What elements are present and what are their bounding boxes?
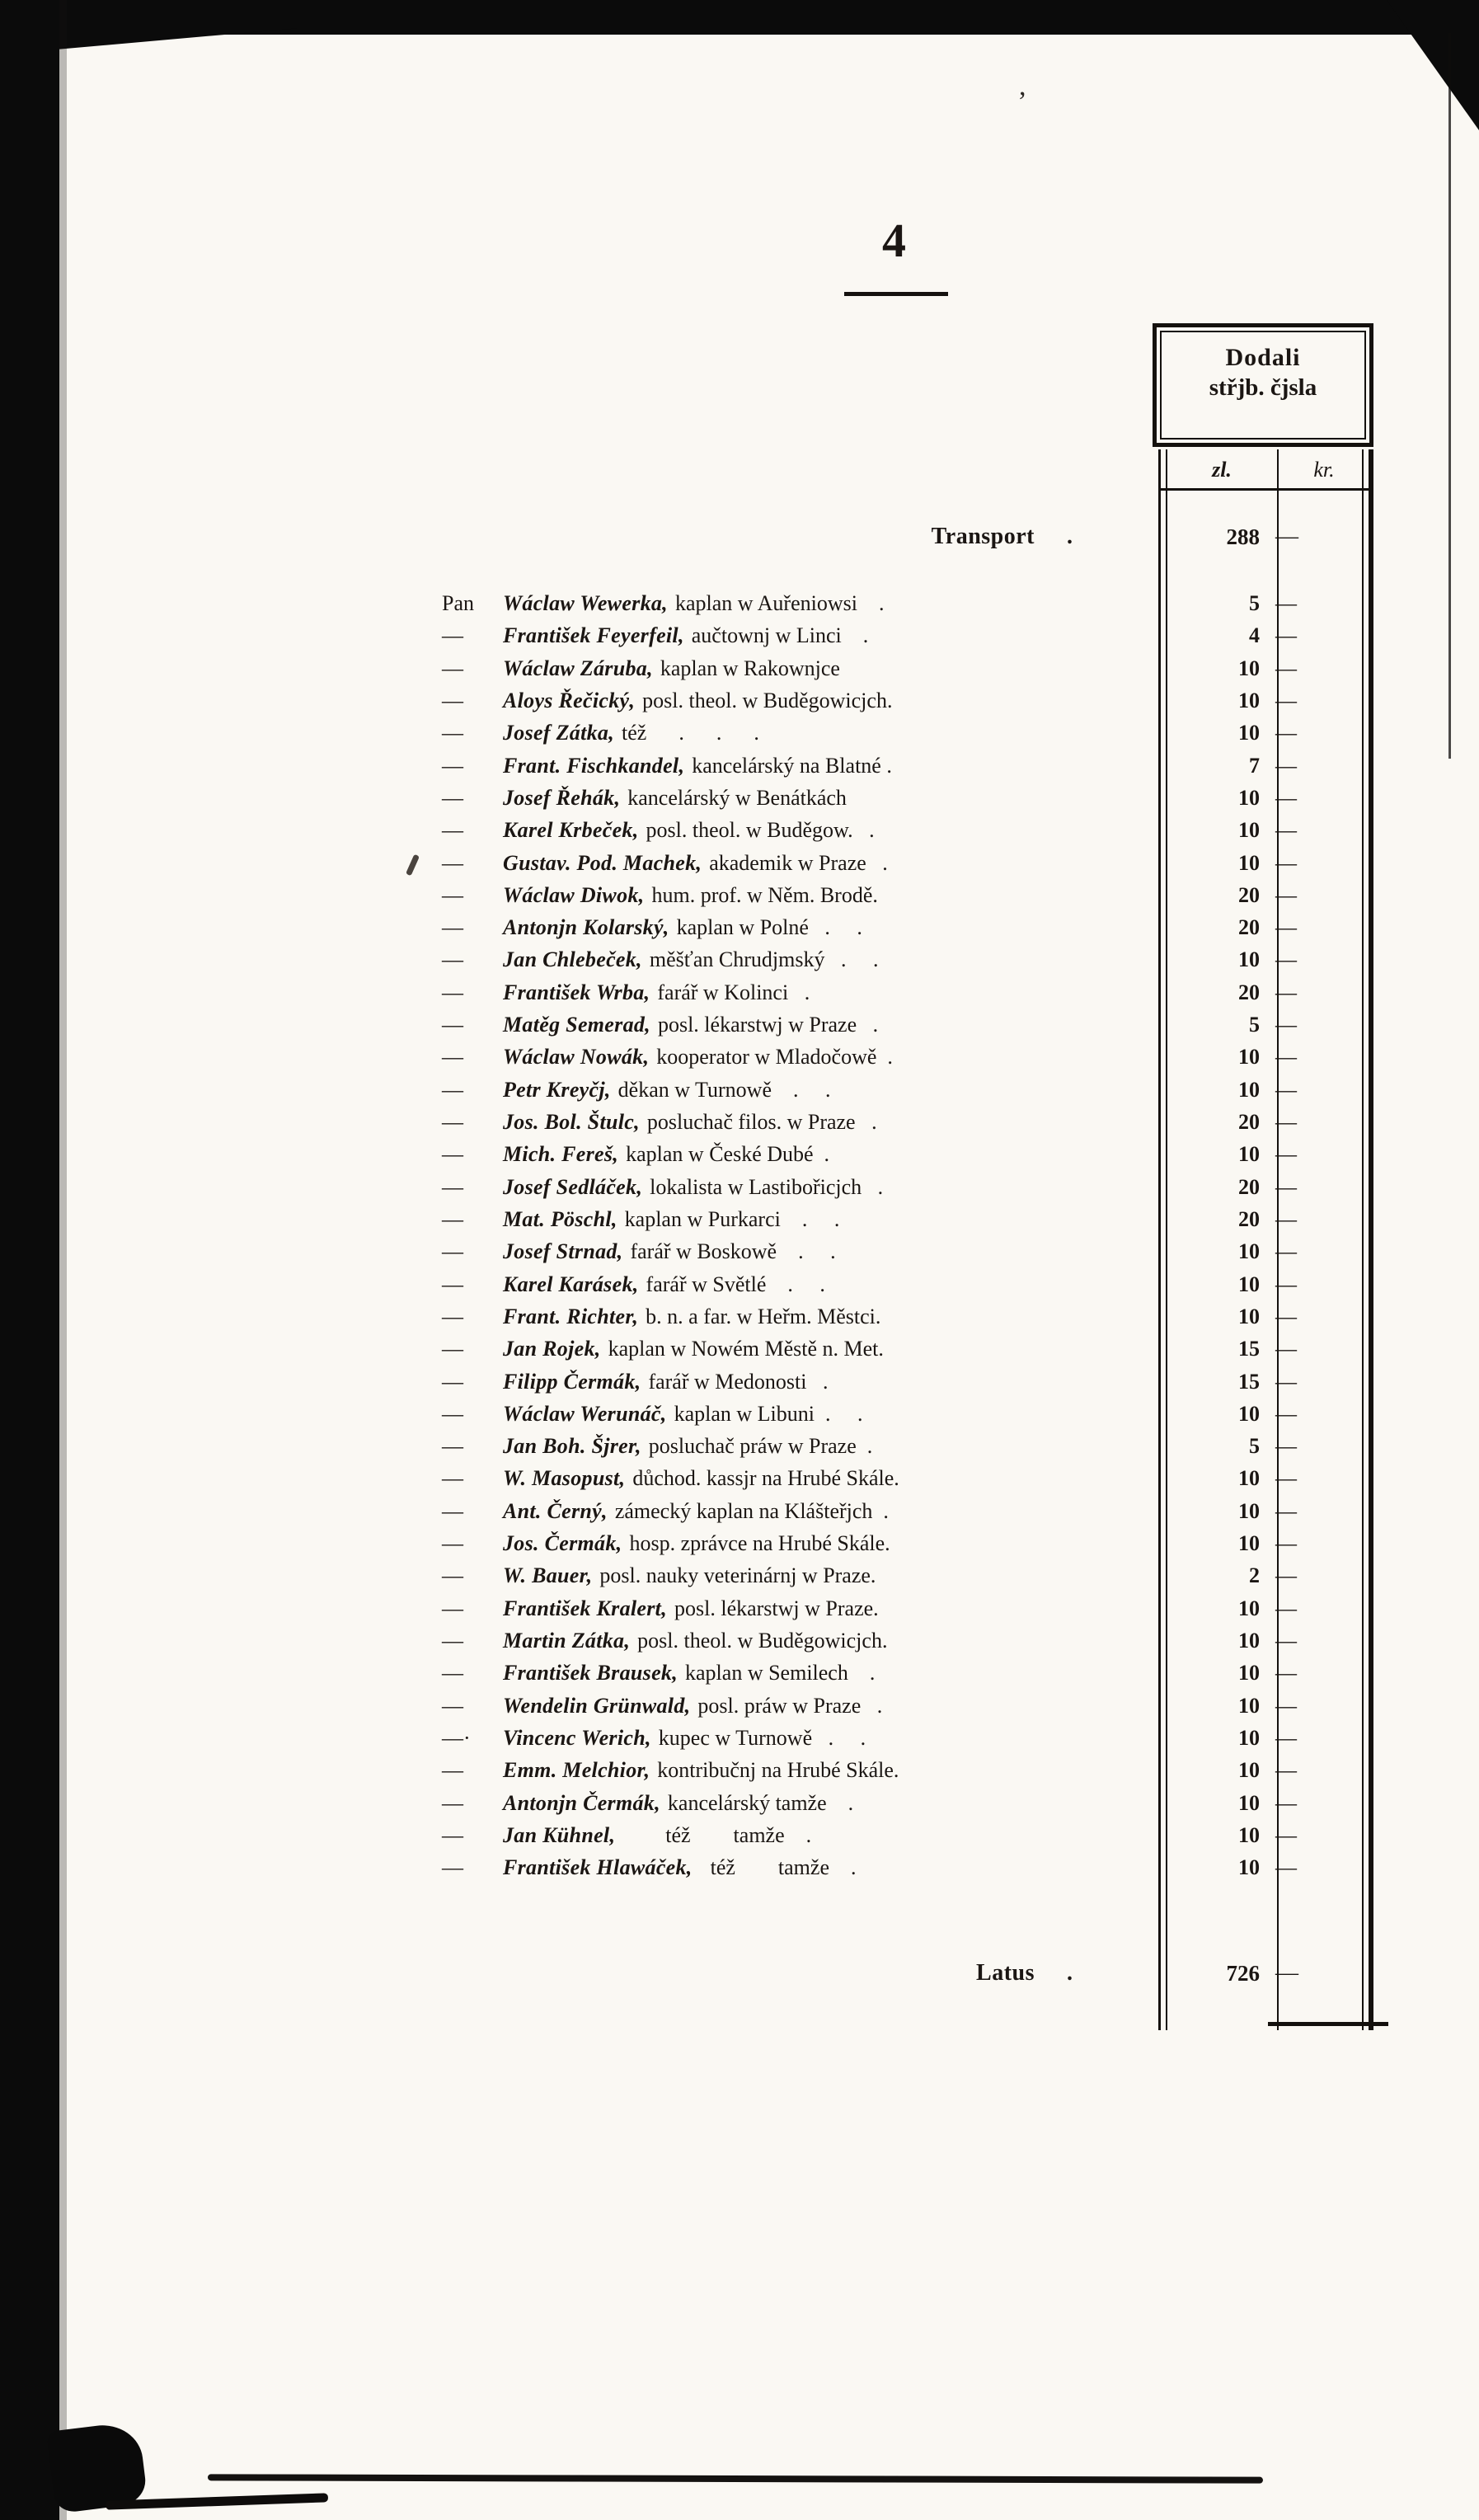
donor-description: posl. lékarstwj w Praze. xyxy=(674,1596,879,1620)
amount-zl: 10 xyxy=(1238,688,1260,712)
donor-description: farář w Světlé . . xyxy=(646,1272,825,1296)
amount-kr: — xyxy=(1275,850,1297,875)
donor-description: důchod. kassjr na Hrubé Skále. xyxy=(632,1466,899,1491)
amount-zl: 10 xyxy=(1238,1142,1260,1167)
amount-kr: — xyxy=(1275,1629,1297,1653)
amount-zl: 10 xyxy=(1238,1304,1260,1328)
ledger-row xyxy=(0,1851,1479,1883)
donor-name: Antonjn Čermák, xyxy=(503,1790,660,1815)
amount-zl: 7 xyxy=(1249,753,1260,778)
ledger-row xyxy=(0,1462,1479,1494)
ledger-row xyxy=(0,1495,1479,1527)
amount-kr: — xyxy=(1275,688,1297,712)
amount-kr: — xyxy=(1275,1272,1297,1296)
donor-description: zámecký kaplan na Klášteřjch . xyxy=(614,1498,889,1523)
donor-name: Wáclaw Nowák, xyxy=(503,1045,650,1070)
ledger-row xyxy=(0,1106,1479,1138)
donor-description: kaplan w Rakownjce xyxy=(660,656,840,680)
donor-name: W. Masopust, xyxy=(503,1466,626,1491)
stray-comma-mark: , xyxy=(1019,71,1026,101)
donor-name: Karel Karásek, xyxy=(503,1272,639,1296)
table-rule-bottom xyxy=(1268,2022,1388,2026)
amount-zl: 10 xyxy=(1238,785,1260,810)
amount-zl: 5 xyxy=(1249,1434,1260,1459)
donor-description: kooperator w Mladočowě . xyxy=(656,1045,893,1070)
row-prefix: — xyxy=(442,1077,463,1102)
ledger-row xyxy=(0,1203,1479,1235)
amounts-header-box xyxy=(1153,323,1373,447)
donor-description: posl. lékarstwj w Praze . xyxy=(657,1013,879,1037)
row-prefix: — xyxy=(442,1596,463,1620)
ledger-row xyxy=(0,1722,1479,1754)
donor-name: Josef Sedláček, xyxy=(503,1174,643,1199)
amount-zl: 20 xyxy=(1238,915,1260,940)
donor-name: Josef Zátka, xyxy=(503,721,615,745)
ledger-row xyxy=(0,1819,1479,1851)
ledger-row xyxy=(0,1527,1479,1559)
ledger-row xyxy=(0,1430,1479,1462)
donor-name: Ant. Černý, xyxy=(503,1498,608,1523)
ledger-row xyxy=(0,1333,1479,1365)
row-prefix: — xyxy=(442,1498,463,1523)
donor-name: František Kralert, xyxy=(503,1596,667,1620)
row-prefix: — xyxy=(442,915,463,940)
row-prefix: — xyxy=(442,1466,463,1491)
column-header-zl: zl. xyxy=(1212,458,1232,482)
amount-kr: — xyxy=(1275,1758,1297,1783)
row-prefix: — xyxy=(442,1337,463,1361)
page-number-rule xyxy=(844,292,948,296)
row-prefix: — xyxy=(442,1045,463,1070)
donor-name: Wáclaw Diwok, xyxy=(503,882,645,907)
donor-description: akademik w Praze . xyxy=(709,850,888,875)
amount-kr: — xyxy=(1275,591,1297,615)
transport-label: Transport xyxy=(931,524,1035,549)
ledger-row xyxy=(0,1657,1479,1689)
amount-zl: 5 xyxy=(1249,591,1260,615)
amount-kr: — xyxy=(1275,1304,1297,1328)
row-prefix: — xyxy=(442,753,463,778)
amount-kr: — xyxy=(1275,1855,1297,1880)
donor-description: hosp. zprávce na Hrubé Skále. xyxy=(629,1531,890,1556)
amount-zl: 10 xyxy=(1238,1077,1260,1102)
donor-name: Wáclaw Záruba, xyxy=(503,656,653,680)
amount-zl: 10 xyxy=(1238,1045,1260,1070)
amount-zl: 10 xyxy=(1238,1401,1260,1426)
transport-zl: 288 xyxy=(1226,524,1260,549)
donor-description: kancelárský na Blatné . xyxy=(692,753,892,778)
donor-name: Wáclaw Werunáč, xyxy=(503,1401,667,1426)
donor-name: Gustav. Pod. Machek, xyxy=(503,850,702,875)
amount-kr: — xyxy=(1275,1206,1297,1231)
amount-kr: — xyxy=(1275,1466,1297,1491)
amount-zl: 10 xyxy=(1238,1531,1260,1556)
ledger-row xyxy=(0,1624,1479,1657)
amount-kr: — xyxy=(1275,1822,1297,1847)
donor-name: Wáclaw Wewerka, xyxy=(503,591,668,615)
amount-kr: — xyxy=(1275,1174,1297,1199)
donor-description: hum. prof. w Něm. Brodě. xyxy=(651,882,878,907)
row-prefix: — xyxy=(442,1758,463,1783)
row-prefix: — xyxy=(442,623,463,648)
donor-description: farář w Kolinci . xyxy=(657,980,810,1004)
amount-kr: — xyxy=(1275,656,1297,680)
amount-zl: 10 xyxy=(1238,1725,1260,1750)
row-prefix: — xyxy=(442,1369,463,1394)
row-prefix: — xyxy=(442,1434,463,1459)
latus-zl: 726 xyxy=(1226,1961,1260,1986)
table-rule-under-colheads xyxy=(1158,488,1373,491)
donor-description: posl. theol. w Buděgowicjch. xyxy=(637,1629,888,1653)
amount-kr: — xyxy=(1275,1013,1297,1037)
row-prefix: — xyxy=(442,1822,463,1847)
amount-zl: 10 xyxy=(1238,818,1260,843)
amount-kr: — xyxy=(1275,1045,1297,1070)
amount-kr: — xyxy=(1275,1077,1297,1102)
amount-zl: 10 xyxy=(1238,1498,1260,1523)
donor-name: Mat. Pöschl, xyxy=(503,1206,617,1231)
donor-name: Frant. Richter, xyxy=(503,1304,639,1328)
donor-name: František Brausek, xyxy=(503,1661,678,1685)
donor-description: kaplan w Nowém Městě n. Met. xyxy=(608,1337,884,1361)
amount-zl: 10 xyxy=(1238,1272,1260,1296)
donor-name: Josef Strnad, xyxy=(503,1239,623,1264)
row-prefix: — xyxy=(442,1855,463,1880)
donor-description: b. n. a far. w Heřm. Městci. xyxy=(646,1304,881,1328)
ledger-row xyxy=(0,782,1479,814)
ledger-row xyxy=(0,943,1479,976)
ledger-row xyxy=(0,1366,1479,1398)
amount-zl: 10 xyxy=(1238,1855,1260,1880)
donor-name: František Wrba, xyxy=(503,980,650,1004)
amount-zl: 20 xyxy=(1238,882,1260,907)
donor-description: kaplan w Libuni . . xyxy=(674,1401,863,1426)
row-prefix: — xyxy=(442,785,463,810)
ledger-row xyxy=(0,1041,1479,1073)
latus-row xyxy=(0,1956,1479,1991)
donor-name: W. Bauer, xyxy=(503,1563,593,1588)
amount-kr: — xyxy=(1275,1110,1297,1134)
transport-dot: . xyxy=(1067,524,1073,549)
row-prefix: — xyxy=(442,1304,463,1328)
donor-description: kupec w Turnowě . . xyxy=(658,1725,866,1750)
donor-description: kaplan w Semilech . xyxy=(685,1661,876,1685)
amount-kr: — xyxy=(1275,1693,1297,1718)
ledger-row xyxy=(0,1398,1479,1430)
donor-name: Filipp Čermák, xyxy=(503,1369,641,1394)
amount-zl: 10 xyxy=(1238,1466,1260,1491)
amount-kr: — xyxy=(1275,1531,1297,1556)
donor-name: František Feyerfeil, xyxy=(503,623,684,648)
ledger-row xyxy=(0,1690,1479,1722)
donor-description: lokalista w Lastibořicjch . xyxy=(650,1174,884,1199)
scan-streak-bottom xyxy=(208,2474,1263,2483)
amount-zl: 10 xyxy=(1238,656,1260,680)
page-number: 4 xyxy=(882,214,907,267)
donor-description: kontribučnj na Hrubé Skále. xyxy=(657,1758,899,1783)
donor-description: posl. theol. w Buděgowicjch. xyxy=(642,688,893,712)
amount-zl: 20 xyxy=(1238,1110,1260,1134)
donor-description: farář w Medonosti . xyxy=(648,1369,829,1394)
amount-kr: — xyxy=(1275,947,1297,972)
ledger-row xyxy=(0,879,1479,911)
amount-zl: 10 xyxy=(1238,947,1260,972)
donor-description: posl. nauky veterinárnj w Praze. xyxy=(599,1563,876,1588)
ledger-row xyxy=(0,750,1479,782)
donor-name: Jos. Čermák, xyxy=(503,1531,622,1556)
amount-kr: — xyxy=(1275,1239,1297,1264)
amount-zl: 20 xyxy=(1238,1174,1260,1199)
row-prefix: — xyxy=(442,1629,463,1653)
row-prefix: — xyxy=(442,1563,463,1588)
amount-zl: 10 xyxy=(1238,1790,1260,1815)
donor-description: též . . . xyxy=(622,721,759,745)
transport-row xyxy=(0,520,1479,554)
amount-kr: — xyxy=(1275,882,1297,907)
amount-kr: — xyxy=(1275,1142,1297,1167)
row-prefix: — xyxy=(442,1531,463,1556)
amount-kr: — xyxy=(1275,915,1297,940)
row-prefix: — xyxy=(442,688,463,712)
latus-dot: . xyxy=(1067,1960,1073,1986)
donor-name: Vincenc Werich, xyxy=(503,1725,651,1750)
row-prefix: — xyxy=(442,1693,463,1718)
row-prefix: — xyxy=(442,947,463,972)
donor-name: Petr Kreyčj, xyxy=(503,1077,611,1102)
amount-kr: — xyxy=(1275,1563,1297,1588)
ledger-row xyxy=(0,1138,1479,1170)
row-prefix: — xyxy=(442,1239,463,1264)
row-prefix: — xyxy=(442,818,463,843)
ledger-row xyxy=(0,814,1479,846)
ledger-row xyxy=(0,1008,1479,1041)
row-prefix: Pan xyxy=(442,591,474,615)
ledger-row xyxy=(0,619,1479,651)
amount-kr: — xyxy=(1275,753,1297,778)
amount-kr: — xyxy=(1275,980,1297,1004)
donor-name: Jos. Bol. Štulc, xyxy=(503,1110,640,1134)
donor-description: kaplan w České Dubé . xyxy=(626,1142,830,1167)
row-prefix: — xyxy=(442,980,463,1004)
amount-kr: — xyxy=(1275,623,1297,648)
row-prefix: — xyxy=(442,850,463,875)
amounts-header-line1: Dodali xyxy=(1225,344,1301,371)
ledger-row xyxy=(0,1171,1479,1203)
amount-kr: — xyxy=(1275,1498,1297,1523)
row-prefix: — xyxy=(442,1790,463,1815)
donor-name: Frant. Fischkandel, xyxy=(503,753,685,778)
ledger-row xyxy=(0,1592,1479,1624)
row-prefix: — xyxy=(442,1174,463,1199)
donor-name: Wendelin Grünwald, xyxy=(503,1693,691,1718)
row-prefix: — xyxy=(442,1142,463,1167)
amount-kr: — xyxy=(1275,1725,1297,1750)
ledger-row xyxy=(0,652,1479,684)
ledger-row xyxy=(0,976,1479,1008)
donor-description: posl. theol. w Buděgow. . xyxy=(646,818,875,843)
donor-description: kaplan w Auřeniowsi . xyxy=(674,591,885,615)
row-prefix: — xyxy=(442,721,463,745)
donor-name: Emm. Melchior, xyxy=(503,1758,650,1783)
ledger-row xyxy=(0,587,1479,619)
amounts-header-inner xyxy=(1160,331,1366,440)
amount-zl: 10 xyxy=(1238,1239,1260,1264)
row-prefix: — xyxy=(442,656,463,680)
donor-name: Matěg Semerad, xyxy=(503,1013,650,1037)
ledger-row xyxy=(0,1074,1479,1106)
donor-description: též tamže . xyxy=(622,1822,812,1847)
donor-name: Aloys Řečický, xyxy=(503,688,636,712)
donor-description: měšťan Chrudjmský . . xyxy=(649,947,879,972)
donor-name: Jan Rojek, xyxy=(503,1337,601,1361)
row-prefix: — xyxy=(442,1272,463,1296)
amount-kr: — xyxy=(1275,1596,1297,1620)
amount-kr: — xyxy=(1275,1401,1297,1426)
donor-name: Josef Řehák, xyxy=(503,785,621,810)
amount-kr: — xyxy=(1275,1661,1297,1685)
amount-zl: 10 xyxy=(1238,1758,1260,1783)
donor-name: Jan Kühnel, xyxy=(503,1822,616,1847)
latus-kr: — xyxy=(1275,1960,1298,1986)
ledger-row xyxy=(0,1754,1479,1786)
transport-kr: — xyxy=(1275,524,1298,549)
donor-description: kaplan w Purkarci . . xyxy=(624,1206,840,1231)
donor-description: kancelárský w Benátkách xyxy=(627,785,847,810)
donor-name: Karel Krbeček, xyxy=(503,818,639,843)
amount-kr: — xyxy=(1275,1790,1297,1815)
amount-zl: 10 xyxy=(1238,850,1260,875)
donor-name: Jan Chlebeček, xyxy=(503,947,642,972)
amounts-header-line2: střjb. čjsla xyxy=(1209,374,1317,401)
amount-kr: — xyxy=(1275,1369,1297,1394)
amount-zl: 10 xyxy=(1238,1629,1260,1653)
donor-name: František Hlawáček, xyxy=(503,1855,693,1880)
row-prefix: — xyxy=(442,1110,463,1134)
amount-zl: 10 xyxy=(1238,1596,1260,1620)
row-prefix: —· xyxy=(442,1725,471,1750)
donor-name: Jan Boh. Šjrer, xyxy=(503,1434,641,1459)
ledger-row xyxy=(0,717,1479,749)
donor-description: kaplan w Polné . . xyxy=(676,915,862,940)
scan-edge-corner-right xyxy=(1387,0,1479,130)
amount-kr: — xyxy=(1275,1337,1297,1361)
amount-kr: — xyxy=(1275,818,1297,843)
ledger-row xyxy=(0,1559,1479,1591)
ledger-row xyxy=(0,1268,1479,1300)
row-prefix: — xyxy=(442,1206,463,1231)
amount-zl: 2 xyxy=(1249,1563,1260,1588)
donor-description: posluchač práw w Praze . xyxy=(648,1434,873,1459)
amount-zl: 20 xyxy=(1238,1206,1260,1231)
donor-description: kancelárský tamže . xyxy=(667,1790,854,1815)
donor-description: posl. práw w Praze . xyxy=(697,1693,883,1718)
row-prefix: — xyxy=(442,882,463,907)
ledger-row xyxy=(0,1235,1479,1267)
amount-kr: — xyxy=(1275,721,1297,745)
ledger-rows xyxy=(0,587,1479,1884)
amount-zl: 15 xyxy=(1238,1369,1260,1394)
donor-name: Antonjn Kolarský, xyxy=(503,915,669,940)
donor-description: též tamže . xyxy=(699,1855,857,1880)
latus-label: Latus xyxy=(976,1960,1035,1986)
donor-name: Martin Zátka, xyxy=(503,1629,631,1653)
donor-description: posluchač filos. w Praze . xyxy=(646,1110,877,1134)
amount-zl: 10 xyxy=(1238,721,1260,745)
row-prefix: — xyxy=(442,1661,463,1685)
ledger-row xyxy=(0,684,1479,717)
row-prefix: — xyxy=(442,1013,463,1037)
donor-description: farář w Boskowě . . xyxy=(630,1239,836,1264)
amount-kr: — xyxy=(1275,785,1297,810)
amount-zl: 20 xyxy=(1238,980,1260,1004)
amount-zl: 10 xyxy=(1238,1822,1260,1847)
row-prefix: — xyxy=(442,1401,463,1426)
amount-zl: 4 xyxy=(1249,623,1260,648)
ledger-row xyxy=(0,1787,1479,1819)
donor-description: aučtownj w Linci . xyxy=(691,623,869,648)
column-header-kr: kr. xyxy=(1313,458,1335,482)
ledger-row xyxy=(0,911,1479,943)
amount-kr: — xyxy=(1275,1434,1297,1459)
amount-zl: 10 xyxy=(1238,1661,1260,1685)
donor-name: Mich. Fereš, xyxy=(503,1142,619,1167)
ledger-row xyxy=(0,847,1479,879)
donor-description: děkan w Turnowě . . xyxy=(617,1077,831,1102)
amount-zl: 10 xyxy=(1238,1693,1260,1718)
amount-zl: 15 xyxy=(1238,1337,1260,1361)
amount-zl: 5 xyxy=(1249,1013,1260,1037)
ledger-row xyxy=(0,1300,1479,1333)
